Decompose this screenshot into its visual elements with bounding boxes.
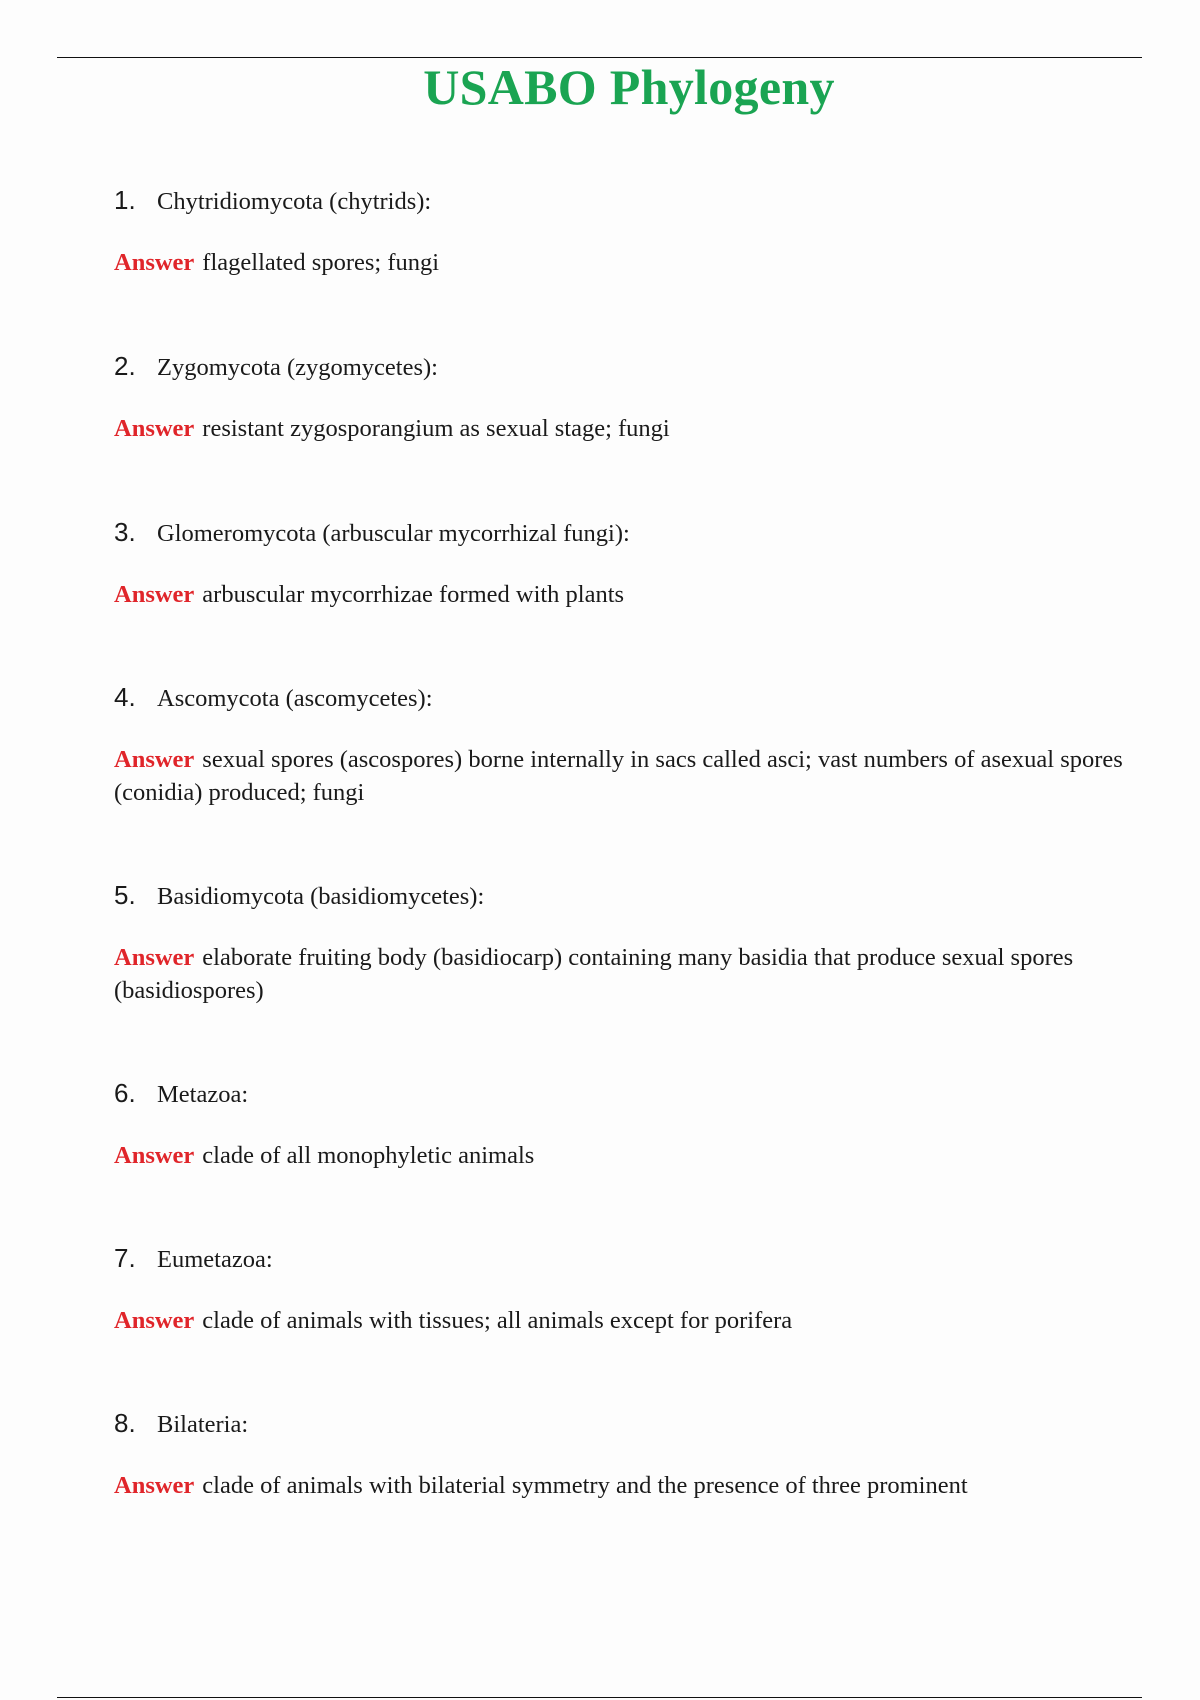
answer-text: arbuscular mycorrhizae formed with plants <box>202 581 625 608</box>
bottom-rule <box>57 1697 1142 1698</box>
question-text: Bilateria: <box>157 1411 249 1438</box>
answer-text: resistant zygosporangium as sexual stage; fungi <box>202 415 670 442</box>
answer-text: clade of animals with tissues; all animals except for porifera <box>202 1307 793 1334</box>
answer-label: Answer <box>114 1142 195 1169</box>
question-text: Ascomycota (ascomycetes): <box>157 685 433 712</box>
answer <box>114 1304 1144 1337</box>
question-number: 8. <box>114 1408 136 1438</box>
answer <box>114 1469 1144 1502</box>
question-text: Eumetazoa: <box>157 1246 273 1273</box>
question <box>114 1243 1144 1274</box>
answer <box>114 412 1144 445</box>
question <box>114 1408 1144 1439</box>
answer-label: Answer <box>114 415 195 442</box>
qa-item-2 <box>114 351 1144 445</box>
qa-item-8 <box>114 1408 1144 1502</box>
question-text: Basidiomycota (basidiomycetes): <box>157 883 485 910</box>
question-number: 4. <box>114 682 136 712</box>
question <box>114 351 1144 382</box>
answer-label: Answer <box>114 1307 195 1334</box>
answer <box>114 1139 1144 1172</box>
answer-text: clade of animals with bilaterial symmetry and the presence of three prominent <box>202 1472 968 1499</box>
answer-text: flagellated spores; fungi <box>202 249 440 276</box>
answer-label: Answer <box>114 1472 195 1499</box>
question <box>114 880 1144 911</box>
question-number: 7. <box>114 1243 136 1273</box>
answer <box>114 743 1144 809</box>
question-number: 2. <box>114 351 136 381</box>
answer-label: Answer <box>114 944 195 971</box>
question-number: 5. <box>114 880 136 910</box>
question-number: 1. <box>114 185 136 215</box>
qa-item-1 <box>114 185 1144 279</box>
question <box>114 1078 1144 1109</box>
question <box>114 682 1144 713</box>
qa-item-4 <box>114 682 1144 809</box>
answer-label: Answer <box>114 249 195 276</box>
answer-text: sexual spores (ascospores) borne internally in sacs called asci; vast numbers of asexual spores (conidia) produced; fungi <box>114 746 1123 806</box>
qa-item-7 <box>114 1243 1144 1337</box>
question-number: 3. <box>114 517 136 547</box>
question <box>114 185 1144 216</box>
question-text: Glomeromycota (arbuscular mycorrhizal fungi): <box>157 520 630 547</box>
question-text: Zygomycota (zygomycetes): <box>157 354 438 381</box>
answer <box>114 941 1144 1007</box>
qa-item-6 <box>114 1078 1144 1172</box>
answer <box>114 246 1144 279</box>
question-number: 6. <box>114 1078 136 1108</box>
question <box>114 517 1144 548</box>
answer-text: clade of all monophyletic animals <box>202 1142 535 1169</box>
question-text: Metazoa: <box>157 1081 249 1108</box>
question-text: Chytridiomycota (chytrids): <box>157 188 432 215</box>
answer-label: Answer <box>114 746 195 773</box>
page-title: USABO Phylogeny <box>423 59 835 115</box>
qa-item-5 <box>114 880 1144 1007</box>
qa-item-3 <box>114 517 1144 611</box>
answer <box>114 578 1144 611</box>
answer-label: Answer <box>114 581 195 608</box>
answer-text: elaborate fruiting body (basidiocarp) containing many basidia that produce sexual spores (basidiospores) <box>114 944 1074 1004</box>
